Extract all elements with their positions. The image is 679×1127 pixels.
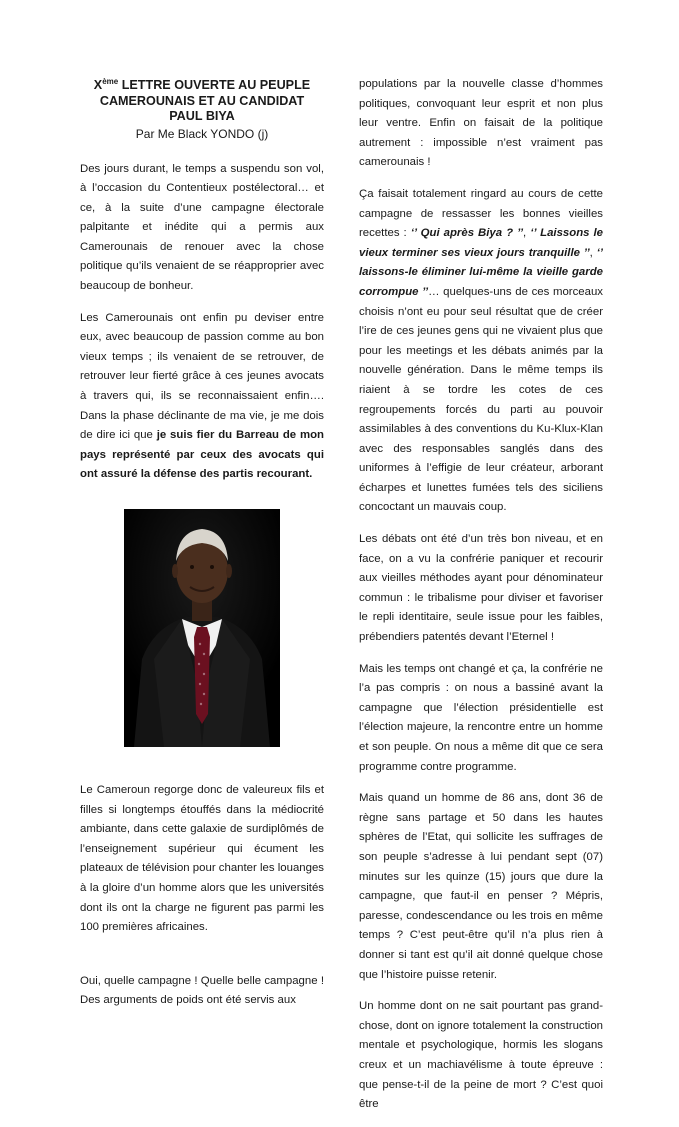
quote-laissons-le-vieux: ‘’ Laissons le vieux terminer ses vieux jours tranquille ’’ — [359, 227, 603, 259]
quote-separator-1: , — [523, 227, 531, 240]
quote-qui-apres-biya: ‘’ Qui après Biya ? ’’ — [410, 227, 523, 240]
heading-line2: CAMEROUNAIS ET AU CANDIDAT — [99, 93, 305, 108]
right-paragraph-2-rest: … quelques-uns de ces morceaux choisis n’ont eu pour seul résultat que de créer l’ire de ces jeunes gens qui ne vivaient plus que pour les meetings et les débats animés par la nouvelle génération. Dans le même temps ils riaient à se tordre les cotes de ces regroupements forcés du parti au pouvoir assimilables à des conventions du Ku-Klux-Klan avec des responsables sanglés dans des uniformes à l’effigie de leur créateur, arborant écharpes et lunettes fumées tels des siciliens concoctant un mauvais coup. — [359, 285, 603, 514]
right-paragraph-2 — [359, 185, 603, 518]
heading-line1: LETTRE OUVERTE AU PEUPLE — [118, 78, 311, 92]
left-paragraph-3: Le Cameroun regorge donc de valeureux fils et filles si longtemps étouffés dans la médiocrité ambiante, dans cette galaxie de surdiplômés de l’enseignement supérieur qui écument les plateaux de télévision pour chanter les louanges à la gloire d’un homme alors que les universités dont ils ont la charge ne figurent pas parmi les 100 premières africaines. — [80, 784, 324, 934]
left-paragraph-2 — [80, 309, 324, 485]
right-paragraph-2-intro: Ça faisait totalement ringard au cours de cette campagne de ressasser les bonnes vieilles recettes : — [359, 187, 603, 240]
right-paragraph-1: populations par la nouvelle classe d’hommes politiques, convoquant leur esprit et non plus leur ventre. Enfin on faisait de la politique autrement : impossible n’est vraiment pas camerounais ! — [359, 78, 603, 169]
right-paragraph-3: Les débats ont été d’un très bon niveau, et en face, on a vu la confrérie paniquer et recourir aux vieilles méthodes ayant pour dénominateur commun : le tribalisme pour diviser et favoriser le repli identitaire, seule issue pour les faibles, prébendiers patentés devant l’Eternel ! — [359, 533, 603, 644]
portrait-frame — [80, 509, 324, 747]
right-paragraph-6: Un homme dont on ne sait pourtant pas grand-chose, dont on ignore totalement la construction mentale et psychologique, hormis les slogans creux et un machiavélisme à toute épreuve : que pense-t-il de la peine de mort ? C’est quoi être — [359, 1000, 603, 1111]
portrait-illustration — [124, 509, 280, 747]
portrait-photo — [124, 509, 280, 747]
byline: Par Me Black YONDO (j) — [135, 126, 269, 141]
heading-numeral-sup: ème — [102, 76, 119, 86]
left-paragraph-2-bold: je suis fier du Barreau de mon pays représenté par ceux des avocats qui ont assuré la défense des partis recourant. — [80, 429, 325, 481]
heading-numeral: X — [93, 78, 103, 92]
heading-line3: PAUL BIYA — [169, 109, 235, 123]
left-paragraph-1: Des jours durant, le temps a suspendu son vol, à l’occasion du Contentieux postélectoral… et ce, à la suite d’une campagne électorale palpitante et inédite qui a permis aux Camerounais de renouer avec la chose politique qu’ils venaient de se réapproprier avec beaucoup de bonheur. — [80, 162, 324, 293]
right-column — [359, 75, 603, 1127]
right-paragraph-4: Mais les temps ont changé et ça, la confrérie ne l’a pas compris : on nous a bassiné avant la campagne que l’élection présidentielle est l’élection majeure, la rencontre entre un homme et son peuple. On nous a même dit que ce sera programme contre programme. — [359, 662, 603, 773]
right-paragraph-5: Mais quand un homme de 86 ans, dont 36 de règne sans partage et 50 dans les hautes sphères de l’Etat, qui sollicite les suffrages de son peuple s’adresse à lui pendant sept (07) minutes sur les quinze (15) jours que dure la campagne, que faut-il en penser ? Mépris, paresse, condescendance ou les trois en même temps ? C’est peut-être qu’il n’a plus rien à donner si tant est qu’il ait donné quelque chose que l’histoire puisse retenir. — [359, 792, 603, 981]
article-heading — [80, 78, 324, 125]
left-paragraph-2-text: Les Camerounais ont enfin pu deviser entre eux, avec beaucoup de passion comme au bon vieux temps ; ils venaient de se retrouver, de retrouver leur fierté grâce à ces jeunes avocats à travers qui, ils se reconnaissaient enfin…. Dans la phase déclinante de ma vie, je me dois de dire ici que — [80, 311, 324, 442]
left-paragraph-4: Oui, quelle campagne ! Quelle belle campagne ! Des arguments de poids ont été servis aux — [80, 974, 324, 1007]
left-column — [80, 0, 324, 1023]
quote-vieille-garde: ‘’ laissons-le éliminer lui-même la vieille garde corrompue ’’ — [359, 246, 603, 298]
quote-separator-2: , — [589, 246, 597, 259]
